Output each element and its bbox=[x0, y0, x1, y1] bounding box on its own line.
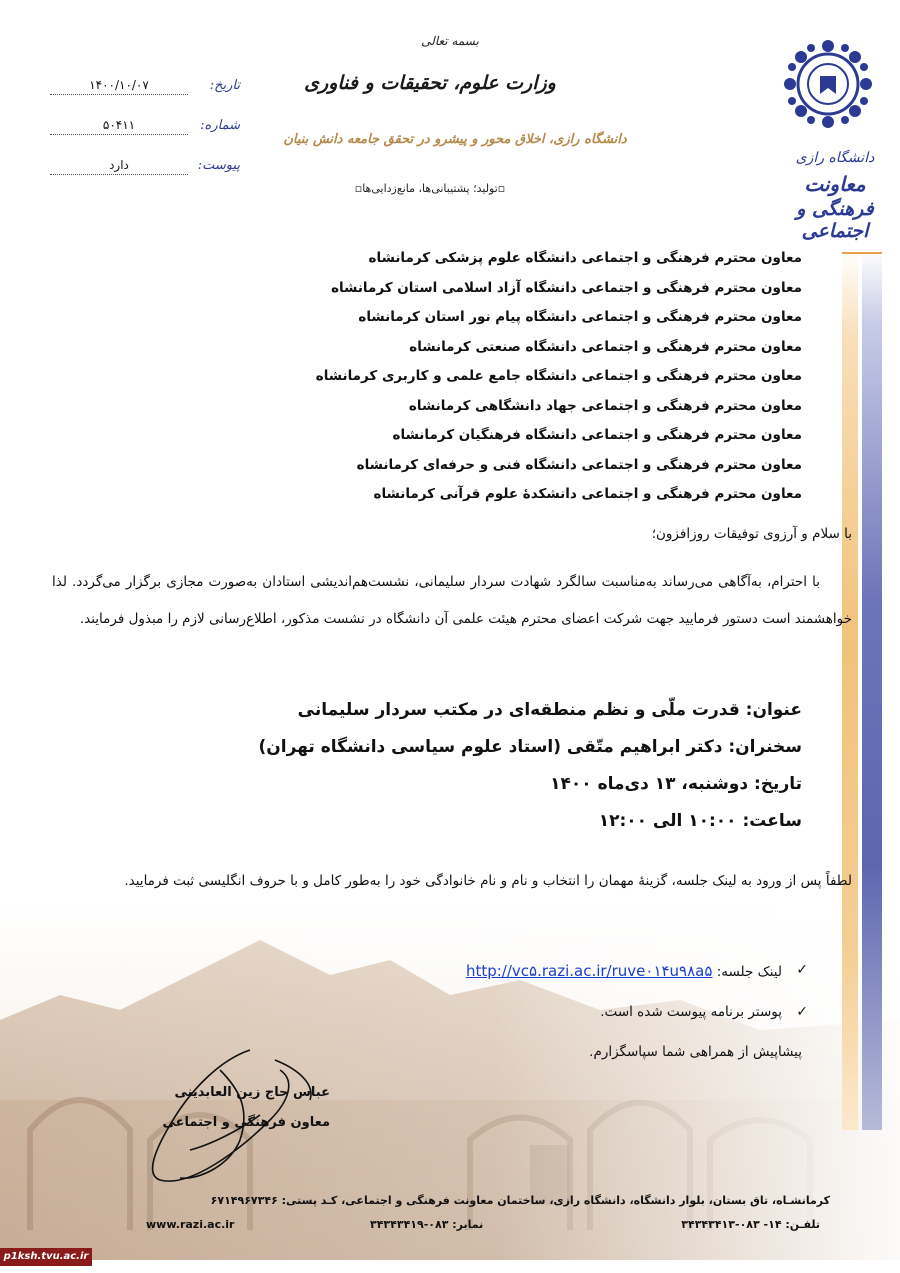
attachment-value: دارد bbox=[50, 158, 188, 175]
event-time: ساعت: ۱۰:۰۰ الی ۱۲:۰۰ bbox=[598, 811, 802, 831]
orange-side-bar bbox=[842, 250, 858, 1130]
signer-name: عباس حاج زین العابدینی bbox=[174, 1085, 330, 1100]
year-slogan bbox=[300, 182, 560, 195]
recipient-item: معاون محترم فرهنگی و اجتماعی دانشگاه پیام نور استان کرمانشاه bbox=[358, 309, 802, 325]
number-field bbox=[50, 118, 240, 140]
slogan-text: تولید؛ پشتیبانی‌ها، مانع‌زدایی‌ها bbox=[362, 182, 498, 195]
footer-fax: نمابر: ۰۸۳-۳۴۳۴۳۴۱۹ bbox=[370, 1218, 484, 1231]
logo-culture-title: فرهنگی و اجتماعی bbox=[796, 198, 874, 242]
date-label: تاریخ: bbox=[209, 78, 240, 93]
recipient-item: معاون محترم فرهنگی و اجتماعی دانشگاه صنعتی کرمانشاه bbox=[409, 338, 802, 355]
meeting-link-label: لینک جلسه: bbox=[716, 964, 782, 980]
recipient-item: معاون محترم فرهنگی و اجتماعی دانشگاه فرهنگیان کرمانشاه bbox=[392, 427, 802, 443]
attachment-label: پیوست: bbox=[197, 158, 240, 173]
side-bar-rule bbox=[842, 252, 882, 254]
footer-website[interactable]: www.razi.ac.ir bbox=[146, 1218, 235, 1231]
date-field bbox=[50, 78, 240, 100]
number-value: ۵۰۴۱۱ bbox=[50, 118, 188, 135]
event-date: تاریخ: دوشنبه، ۱۳ دی‌ماه ۱۴۰۰ bbox=[550, 774, 802, 794]
slogan-open-mark: ▫ bbox=[497, 182, 506, 195]
meeting-link[interactable]: http://vc۵.razi.ac.ir/ruve۰۱۴u۹۸a۵ bbox=[465, 962, 713, 980]
date-value: ۱۴۰۰/۱۰/۰۷ bbox=[50, 78, 188, 95]
blue-side-bar bbox=[862, 250, 882, 1130]
logo-vice-title: معاونت bbox=[804, 172, 866, 196]
recipient-item: معاون محترم فرهنگی و اجتماعی دانشگاه علوم پزشکی کرمانشاه bbox=[368, 250, 802, 266]
recipient-item: معاون محترم فرهنگی و اجتماعی جهاد دانشگاهی کرمانشاه bbox=[408, 397, 802, 414]
site-watermark: p1ksh.tvu.ac.ir bbox=[0, 1248, 92, 1266]
body-paragraph-1 bbox=[52, 564, 852, 638]
check-icon: ✓ bbox=[796, 962, 808, 978]
number-label: شماره: bbox=[200, 118, 240, 133]
signer-title: معاون فرهنگی و اجتماعی bbox=[162, 1115, 330, 1130]
recipient-item: معاون محترم فرهنگی و اجتماعی دانشگاه آزاد اسلامی استان کرمانشاه bbox=[331, 279, 802, 296]
ministry-title: وزارت علوم، تحقیقات و فناوری bbox=[304, 72, 556, 94]
check-icon: ✓ bbox=[796, 1004, 808, 1020]
footer-address: کرمانشـاه، تاق بستان، بلوار دانشگاه، دانشگاه رازی، ساختمان معاونت فرهنگی و اجتماعی، کـد پستی: ۶۷۱۴۹۶۷۳۴۶ bbox=[210, 1194, 830, 1207]
logo-university-name: دانشگاه رازی bbox=[795, 150, 875, 166]
event-title: عنوان: قدرت ملّی و نظم منطقه‌ای در مکتب سردار سلیمانی bbox=[297, 700, 802, 720]
greeting: با سلام و آرزوی توفیقات روزافزون؛ bbox=[651, 526, 852, 542]
recipient-item: معاون محترم فرهنگی و اجتماعی دانشکدهٔ علوم قرآنی کرمانشاه bbox=[373, 486, 802, 502]
body-paragraph-1-text: با احترام، به‌آگاهی می‌رساند به‌مناسبت سالگرد شهادت سردار سلیمانی، نشست‌هم‌اندیشی استادان به‌صورت مجازی برگزار می‌گردد. لذا خواهشمند است دستور فرمایید جهت شرکت اعضای محترم هیئت علمی آن دانشگاه در نشست مذکور، اطلاع‌رسانی لازم را مبذول فرمایند. bbox=[52, 574, 852, 627]
recipient-list bbox=[262, 244, 802, 510]
body-paragraph-2: لطفاً پس از ورود به لینک جلسه، گزینهٔ مهمان را انتخاب و نام و نام خانوادگی خود را به‌طور کامل و با حروف انگلیسی ثبت فرمایید. bbox=[124, 873, 852, 889]
recipient-item: معاون محترم فرهنگی و اجتماعی دانشگاه فنی و حرفه‌ای کرمانشاه bbox=[356, 456, 802, 473]
attachment-field bbox=[50, 158, 240, 180]
closing-line: پیشاپیش از همراهی شما سپاسگزارم. bbox=[589, 1044, 802, 1060]
poster-note: پوستر برنامه پیوست شده است. bbox=[600, 1004, 782, 1020]
logo-caption bbox=[790, 150, 880, 242]
footer-phone: تلفـن: ۱۴- ۰۸۳-۳۴۳۴۳۴۱۳ bbox=[681, 1218, 820, 1231]
recipient-item: معاون محترم فرهنگی و اجتماعی دانشگاه جامع علمی و کاربری کرمانشاه bbox=[315, 368, 802, 384]
bismillah: بسمه تعالی bbox=[421, 34, 479, 48]
slogan-close-mark: ▫ bbox=[354, 182, 363, 195]
meeting-link-item bbox=[182, 962, 808, 980]
university-motto: دانشگاه رازی، اخلاق محور و پیشرو در تحقق جامعه دانش بنیان bbox=[283, 132, 627, 147]
footer-contacts bbox=[70, 1218, 830, 1236]
signer-block bbox=[150, 1078, 330, 1138]
university-logo-icon bbox=[780, 36, 876, 132]
poster-note-item bbox=[182, 1004, 808, 1020]
event-speaker: سخنران: دکتر ابراهیم متّقی (استاد علوم سیاسی دانشگاه تهران) bbox=[258, 737, 802, 757]
